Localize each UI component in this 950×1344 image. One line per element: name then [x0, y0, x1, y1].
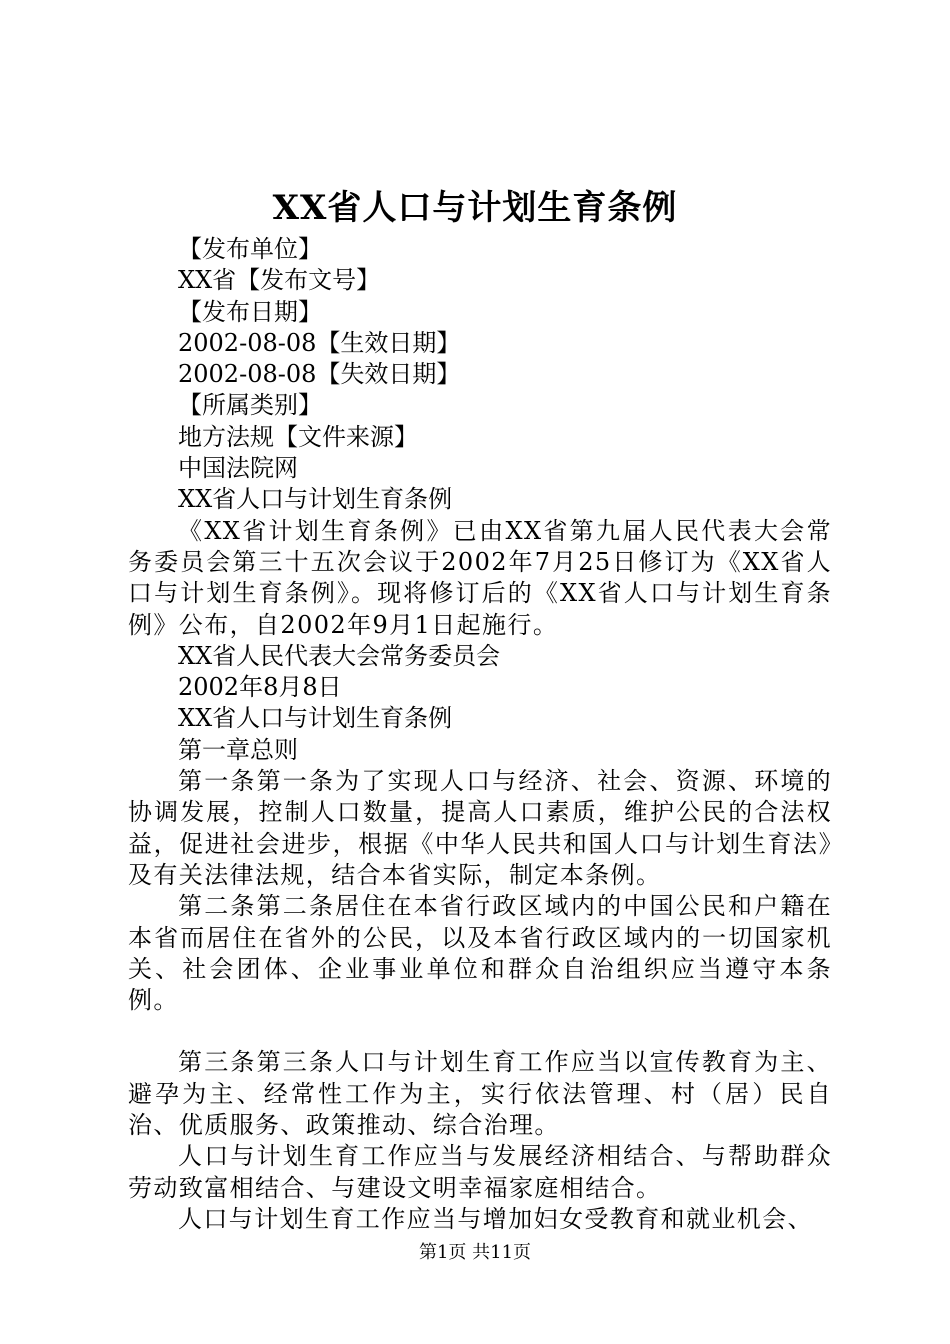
meta-line: 【发布单位】 — [178, 235, 322, 263]
meta-line: XX省【发布文号】 — [178, 266, 381, 295]
meta-line: XX省人口与计划生育条例 — [178, 485, 453, 514]
paragraph-4: 人口与计划生育工作应当与发展经济相结合、与帮助群众劳动致富相结合、与建设文明幸福家庭相结合。 — [128, 1142, 832, 1202]
meta-line: 2002-08-08【生效日期】 — [178, 328, 461, 357]
meta-line: 【所属类别】 — [178, 391, 322, 420]
article-1-paragraph: 第一条第一条为了实现人口与经济、社会、资源、环境的协调发展，控制人口数量，提高人口素质，维护公民的合法权益，促进社会进步，根据《中华人民共和国人口与计划生育法》及有关法律法规，结合本省实际，制定本条例。 — [128, 767, 832, 889]
date-line: 2002年8月8日 — [178, 673, 342, 702]
meta-line: 2002-08-08【失效日期】 — [178, 360, 461, 389]
document-title: XX省人口与计划生育条例 — [272, 188, 678, 228]
meta-line: 【发布日期】 — [178, 297, 322, 326]
meta-line: 中国法院网 — [178, 454, 298, 483]
issuer-line: XX省人民代表大会常务委员会 — [178, 641, 501, 670]
article-3-paragraph: 第三条第三条人口与计划生育工作应当以宣传教育为主、避孕为主、经常性工作为主，实行依法管理、村（居）民自治、优质服务、政策推动、综合治理。 — [128, 1048, 832, 1140]
chapter-heading: 第一章总则 — [178, 735, 298, 764]
document-body — [128, 234, 832, 1235]
paragraph-5: 人口与计划生育工作应当与增加妇女受教育和就业机会、 — [178, 1204, 813, 1233]
article-2-paragraph: 第二条第二条居住在本省行政区域内的中国公民和户籍在本省而居住在省外的公民，以及本省行政区域内的一切国家机关、社会团体、企业事业单位和群众自治组织应当遵守本条例。 — [128, 892, 832, 1015]
meta-line: 地方法规【文件来源】 — [178, 422, 418, 451]
preamble-paragraph: 《XX省计划生育条例》已由XX省第九届人民代表大会常务委员会第三十五次会议于2002年7月25日修订为《XX省人口与计划生育条例》。现将修订后的《XX省人口与计划生育条例》公布，自2002年9月1日起施行。 — [128, 516, 832, 639]
law-title-line: XX省人口与计划生育条例 — [178, 704, 453, 733]
page-footer: 第1页 共11页 — [418, 1242, 532, 1263]
paragraph-gap — [128, 1016, 832, 1047]
